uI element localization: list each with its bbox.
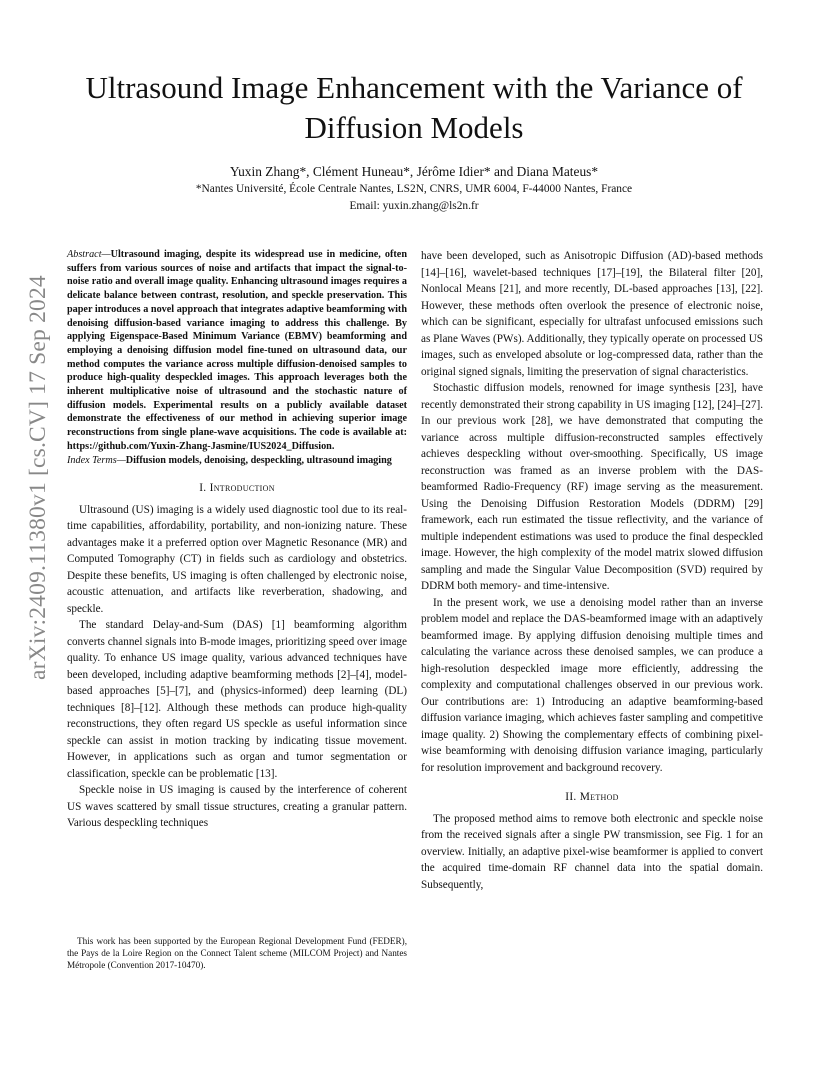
method-paragraph-1: The proposed method aims to remove both electronic and speckle noise from the received signals after a single PW transmission, see Fig. 1 for an overview. Initially, an adaptive pixel-wise beamformer is applied to convert the acquired time-domain RF channel data into the spatial domain. Subsequently, bbox=[421, 812, 763, 891]
intro-paragraph-5: Stochastic diffusion models, renowned for image synthesis [23], have recently demonstrated their strong capability in US imaging [12], [24]–[27]. In our previous work [28], we have demonstrated that computing the variance across multiple diffusion-reconstructed samples effectively achieves despeckling without over-smoothing. Specifically, US image reconstruction was framed as an inverse problem with the DAS-beamformed Radio-Frequency (RF) image serving as the measurement. Using the Denoising Diffusion Restoration Models (DDRM) [29] framework, each run estimated the tissue reflectivity, and the variance of multiple independent estimations was used to produce the final despeckled image. However, the high complexity of the model matrix slowed diffusion sampling and made the Singular Value Decomposition (SVD) required by DDRM both memory- and time-intensive. bbox=[421, 382, 763, 592]
index-terms-label: Index Terms— bbox=[67, 454, 126, 466]
abstract bbox=[67, 248, 407, 454]
right-column bbox=[421, 248, 763, 893]
author-list: Yuxin Zhang*, Clément Huneau*, Jérôme Idier* and Diana Mateus* bbox=[229, 164, 599, 179]
abstract-label: Abstract— bbox=[67, 249, 111, 260]
intro-paragraph-3: Speckle noise in US imaging is caused by the interference of coherent US waves scattered by small tissue structures, creating a granular pattern. Various despeckling techniques bbox=[67, 784, 407, 830]
index-terms-text: Diffusion models, denoising, despeckling, ultrasound imaging bbox=[125, 454, 392, 466]
contact-email: Email: yuxin.zhang@ls2n.fr bbox=[349, 200, 479, 212]
abstract-text: Ultrasound imaging, despite its widespread use in medicine, often suffers from various sources of noise and artifacts that impact the signal-to-noise ratio and overall image quality. Enhancing ultrasound images requires a delicate balance between contrast, resolution, and speckle preservation. This paper introduces a novel approach that integrates adaptive beamforming with denoising diffusion-based variance imaging to address this challenge. By applying Eigenspace-Based Minimum Variance (EBMV) beamforming and employing a denoising diffusion model fine-tuned on ultrasound data, our method computes the variance across multiple diffusion-denoised samples to produce high-quality despeckled images. This approach leverages both the inherent multiplicative noise of ultrasound and the stochastic nature of diffusion models. Experimental results on a publicly available dataset demonstrate the effectiveness of our method in achieving superior image reconstructions from single plane-wave acquisitions. The code is available at: https://github.com/Yuxin-Zhang-Jasmine/IUS2024_Diffusion. bbox=[67, 249, 407, 452]
section-heading-method: II. Method bbox=[565, 791, 619, 803]
section-heading-introduction: I. Introduction bbox=[199, 482, 275, 495]
affiliation: *Nantes Université, École Centrale Nantes, LS2N, CNRS, UMR 6004, F-44000 Nantes, France bbox=[195, 183, 633, 195]
arxiv-stamp: arXiv:2409.11380v1 [cs.CV] 17 Sep 2024 bbox=[25, 275, 51, 680]
funding-footnote: This work has been supported by the European Regional Development Fund (FEDER), the Pays de la Loire Region on the Connect Talent scheme (MILCOM Project) and Nantes Métropole (Convention 2017-10470). bbox=[67, 936, 407, 970]
paper-title: Ultrasound Image Enhancement with the Variance of Diffusion Models bbox=[85, 70, 743, 145]
index-terms bbox=[67, 454, 407, 468]
left-column bbox=[67, 248, 407, 832]
intro-paragraph-1: Ultrasound (US) imaging is a widely used diagnostic tool due to its real-time capabilities, affordability, portability, and non-ionizing nature. These advantages make it a preferred option over Magnetic Resonance (MR) and Computed Tomography (CT) in fields such as cardiology and obstetrics. Despite these benefits, US imaging is often challenged by electronic noise, acoustic attenuation, and artifacts like reverberation, shadowing, and speckle. bbox=[67, 503, 407, 615]
intro-paragraph-2: The standard Delay-and-Sum (DAS) [1] beamforming algorithm converts channel signals into B-mode images, prioritizing speed over image quality. To enhance US image quality, various advanced techniques have been developed, including adaptive beamforming methods [2]–[4], model-based approaches [5]–[7], and (physics-informed) deep learning (DL) techniques [8]–[12]. Although these methods can produce high-quality reconstructions, they often regard US speckle as useful information since speckle can assist in motion tracking by indicating tissue movement. However, in applications such as organ and tumor segmentation or classification, speckle can be problematic [13]. bbox=[67, 619, 407, 780]
intro-paragraph-4: have been developed, such as Anisotropic Diffusion (AD)-based methods [14]–[16], wavelet-based techniques [17]–[19], the Bilateral filter [20], Nonlocal Means [21], and more recently, DL-based approaches [13], [22]. However, these methods often overlook the presence of electronic noise, which can be significant, especially for ultrafast unfocused emissions such as Plane Waves (PWs). Additionally, they typically operate on processed US images, such as enveloped absolute or log-compressed data, rather than the original signed signals, limiting the preservation of signal characteristics. bbox=[421, 250, 763, 378]
intro-paragraph-6: In the present work, we use a denoising model rather than an inverse problem model and replace the DAS-beamformed image with an adaptively beamformed image. By applying diffusion denoising multiple times and calculating the variance across these denoised samples, we can produce a high-resolution despeckled image more efficiently, addressing the complexity and computational challenges observed in our previous work. Our contributions are: 1) Introducing an adaptive beamforming-based diffusion variance imaging, which achieves faster sampling and competitive image quality. 2) Showing the complementary effects of combining pixel-wise beamforming with denoising diffusion variance imaging, particularly for resolution improvement and background recovery. bbox=[421, 596, 763, 774]
